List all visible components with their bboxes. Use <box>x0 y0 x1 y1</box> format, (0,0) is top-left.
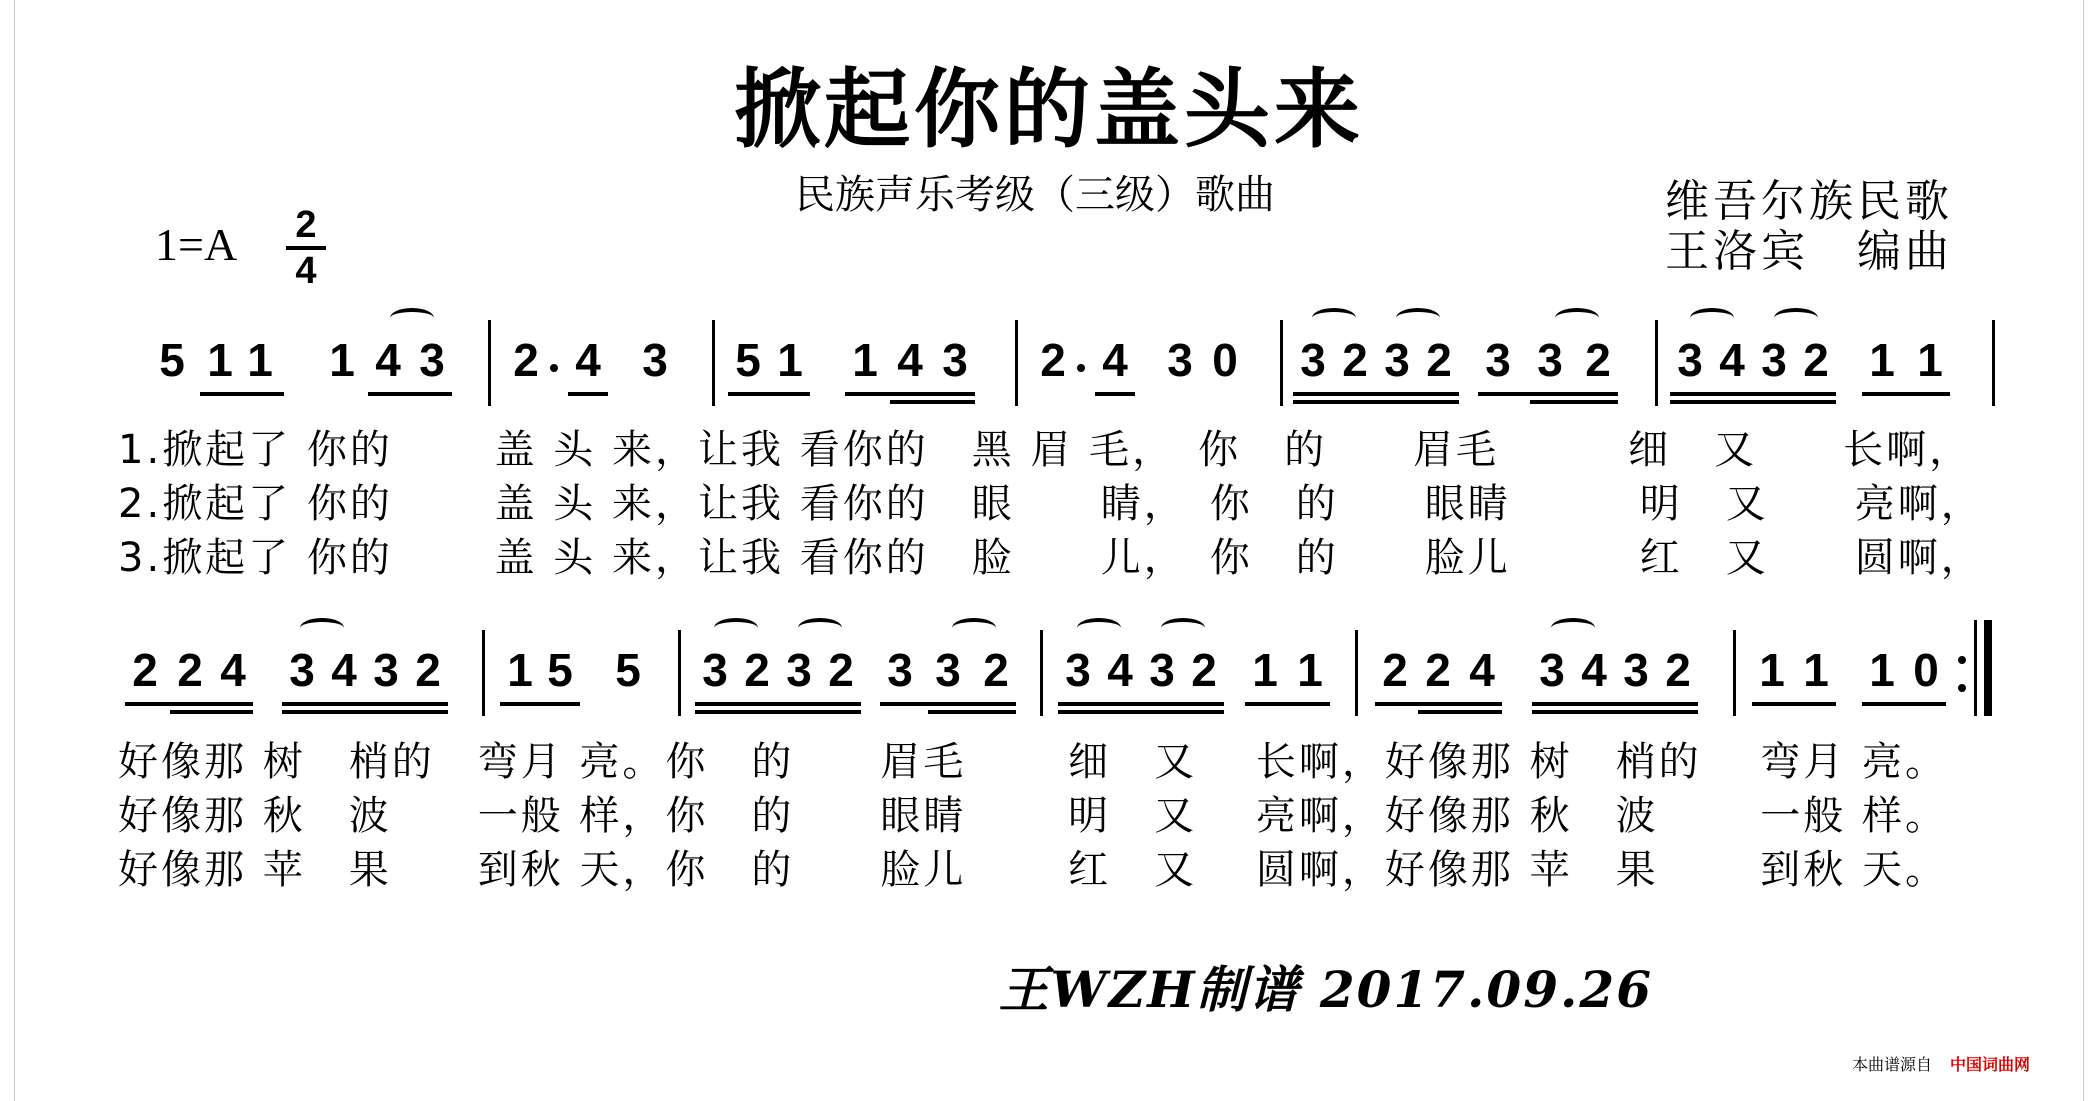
note: 5 <box>615 644 641 696</box>
dot <box>550 364 558 372</box>
note: 4 <box>1102 334 1128 386</box>
repeat-dot <box>1958 656 1966 664</box>
lyric-line-2-verse-3: 好像那 苹 果 到秋 天，你 的 脸儿 红 又 圆啊，好像那 苹 果 到秋 天。 <box>118 847 1949 893</box>
note: 2 <box>1425 644 1451 696</box>
note: 1 <box>1252 644 1278 696</box>
slur <box>1161 618 1205 638</box>
dot <box>1077 364 1085 372</box>
transcriber-signature: 王WZH制谱 2017.09.26 <box>998 960 1653 1019</box>
note: 2 <box>1191 644 1217 696</box>
note: 2 <box>1803 334 1829 386</box>
beam <box>368 392 452 396</box>
note: 5 <box>159 334 185 386</box>
note: 3 <box>935 644 961 696</box>
barline <box>1355 630 1358 716</box>
note: 2 <box>1585 334 1611 386</box>
beam <box>695 710 861 714</box>
note: 4 <box>375 334 401 386</box>
beam <box>1862 702 1946 706</box>
note: 3 <box>642 334 668 386</box>
note: 3 <box>1167 334 1193 386</box>
beam <box>1862 392 1950 396</box>
final-barline-thick <box>1984 620 1992 716</box>
beam <box>1670 392 1836 396</box>
beam <box>170 710 253 714</box>
note: 4 <box>220 644 246 696</box>
note: 2 <box>1665 644 1691 696</box>
barline <box>1655 320 1658 406</box>
barline <box>1015 320 1018 406</box>
note: 3 <box>1485 334 1511 386</box>
beam <box>282 702 448 706</box>
lyric-line-2-verse-1: 好像那 树 梢的 弯月 亮。你 的 眉毛 细 又 长啊，好像那 树 梢的 弯月 亮。 <box>118 739 1949 785</box>
credit-origin: 维吾尔族民歌 <box>1665 176 1953 227</box>
slur <box>1551 618 1595 638</box>
beam <box>200 392 284 396</box>
note: 0 <box>1913 644 1939 696</box>
beam <box>695 702 861 706</box>
beam <box>500 702 580 706</box>
note: 4 <box>575 334 601 386</box>
beam <box>1670 400 1836 404</box>
beam <box>282 710 448 714</box>
note: 2 <box>415 644 441 696</box>
slur <box>1396 308 1440 328</box>
barline <box>1992 320 1995 406</box>
lyric-line-1-verse-1: 1.掀起了 你的 盖 头 来，让我 看你的 黑 眉 毛， 你 的 眉毛 细 又 长啊， <box>118 427 1973 473</box>
source-brand-link[interactable]: 中国词曲网 <box>1949 1055 2030 1074</box>
note: 3 <box>419 334 445 386</box>
slur <box>714 618 758 638</box>
slur <box>952 618 996 638</box>
barline <box>712 320 715 406</box>
beam <box>1530 400 1618 404</box>
note: 2 <box>828 644 854 696</box>
barline <box>482 630 485 716</box>
beam <box>1375 702 1502 706</box>
note: 4 <box>1469 644 1495 696</box>
note: 3 <box>786 644 812 696</box>
slur <box>390 308 434 328</box>
note: 4 <box>1107 644 1133 696</box>
note: 1 <box>207 334 233 386</box>
beam <box>1058 710 1224 714</box>
beam <box>1478 392 1618 396</box>
note: 1 <box>329 334 355 386</box>
note: 3 <box>1761 334 1787 386</box>
note: 2 <box>983 644 1009 696</box>
note: 2 <box>132 644 158 696</box>
barline <box>488 320 491 406</box>
beam <box>728 392 810 396</box>
repeat-dot <box>1958 684 1966 692</box>
slur <box>798 618 842 638</box>
lyric-line-2-verse-2: 好像那 秋 波 一般 样，你 的 眼睛 明 又 亮啊，好像那 秋 波 一般 样。 <box>118 793 1949 839</box>
song-title: 掀起你的盖头来 <box>734 59 1364 160</box>
note: 4 <box>897 334 923 386</box>
beam <box>1752 702 1836 706</box>
note: 1 <box>1869 334 1895 386</box>
note: 1 <box>1759 644 1785 696</box>
note: 4 <box>1581 644 1607 696</box>
note: 3 <box>702 644 728 696</box>
barline <box>1280 320 1283 406</box>
beam <box>1418 710 1502 714</box>
note: 1 <box>1917 334 1943 386</box>
note: 1 <box>852 334 878 386</box>
note: 5 <box>735 334 761 386</box>
staff-line-1 <box>0 330 2098 420</box>
note: 3 <box>1623 644 1649 696</box>
beam <box>1293 392 1459 396</box>
note: 2 <box>744 644 770 696</box>
slur <box>1690 308 1734 328</box>
beam <box>1245 702 1330 706</box>
beam <box>928 710 1016 714</box>
barline <box>1040 630 1043 716</box>
note: 1 <box>507 644 533 696</box>
beam <box>1293 400 1459 404</box>
beam <box>890 400 975 404</box>
slur <box>1555 308 1599 328</box>
note: 1 <box>1803 644 1829 696</box>
left-margin-strip <box>0 0 15 1101</box>
note: 3 <box>1065 644 1091 696</box>
note: 3 <box>942 334 968 386</box>
note: 1 <box>247 334 273 386</box>
note: 2 <box>1382 644 1408 696</box>
note: 0 <box>1212 334 1238 386</box>
barline <box>678 630 681 716</box>
note: 2 <box>1040 334 1066 386</box>
beam <box>1532 710 1698 714</box>
lyric-line-1-verse-2: 2.掀起了 你的 盖 头 来，让我 看你的 眼 睛， 你 的 眼睛 明 又 亮啊， <box>118 481 1984 527</box>
note: 3 <box>373 644 399 696</box>
time-signature-top: 2 <box>295 204 317 246</box>
time-signature <box>286 205 326 291</box>
note: 3 <box>1677 334 1703 386</box>
time-signature-bottom: 4 <box>295 250 317 292</box>
note: 3 <box>289 644 315 696</box>
beam <box>568 392 608 396</box>
song-subtitle: 民族声乐考级（三级）歌曲 <box>795 172 1275 218</box>
note: 5 <box>547 644 573 696</box>
note: 4 <box>331 644 357 696</box>
note: 2 <box>1342 334 1368 386</box>
note: 4 <box>1719 334 1745 386</box>
beam <box>1532 702 1698 706</box>
note: 2 <box>177 644 203 696</box>
slur <box>1774 308 1818 328</box>
credit-arranger: 王洛宾 编曲 <box>1665 226 1953 277</box>
note: 3 <box>1300 334 1326 386</box>
note: 3 <box>1539 644 1565 696</box>
note: 3 <box>1537 334 1563 386</box>
right-margin-strip <box>2083 0 2098 1101</box>
barline <box>1733 630 1736 716</box>
note: 3 <box>1384 334 1410 386</box>
note: 3 <box>887 644 913 696</box>
key-signature: 1=A <box>155 219 238 270</box>
beam <box>845 392 975 396</box>
note: 1 <box>1297 644 1323 696</box>
slur <box>1077 618 1121 638</box>
note: 2 <box>513 334 539 386</box>
note: 1 <box>1869 644 1895 696</box>
note: 1 <box>777 334 803 386</box>
beam <box>125 702 253 706</box>
lyric-line-1-verse-3: 3.掀起了 你的 盖 头 来，让我 看你的 脸 儿， 你 的 脸儿 红 又 圆啊， <box>118 535 1984 581</box>
note: 3 <box>1149 644 1175 696</box>
beam <box>880 702 1016 706</box>
beam <box>1095 392 1135 396</box>
note: 2 <box>1426 334 1452 386</box>
source-credit <box>1852 1052 2030 1075</box>
final-barline-thin <box>1974 620 1977 716</box>
staff-line-2 <box>0 640 2098 730</box>
slur <box>300 618 344 638</box>
slur <box>1312 308 1356 328</box>
beam <box>1058 702 1224 706</box>
source-prefix: 本曲谱源自 <box>1851 1055 1932 1074</box>
